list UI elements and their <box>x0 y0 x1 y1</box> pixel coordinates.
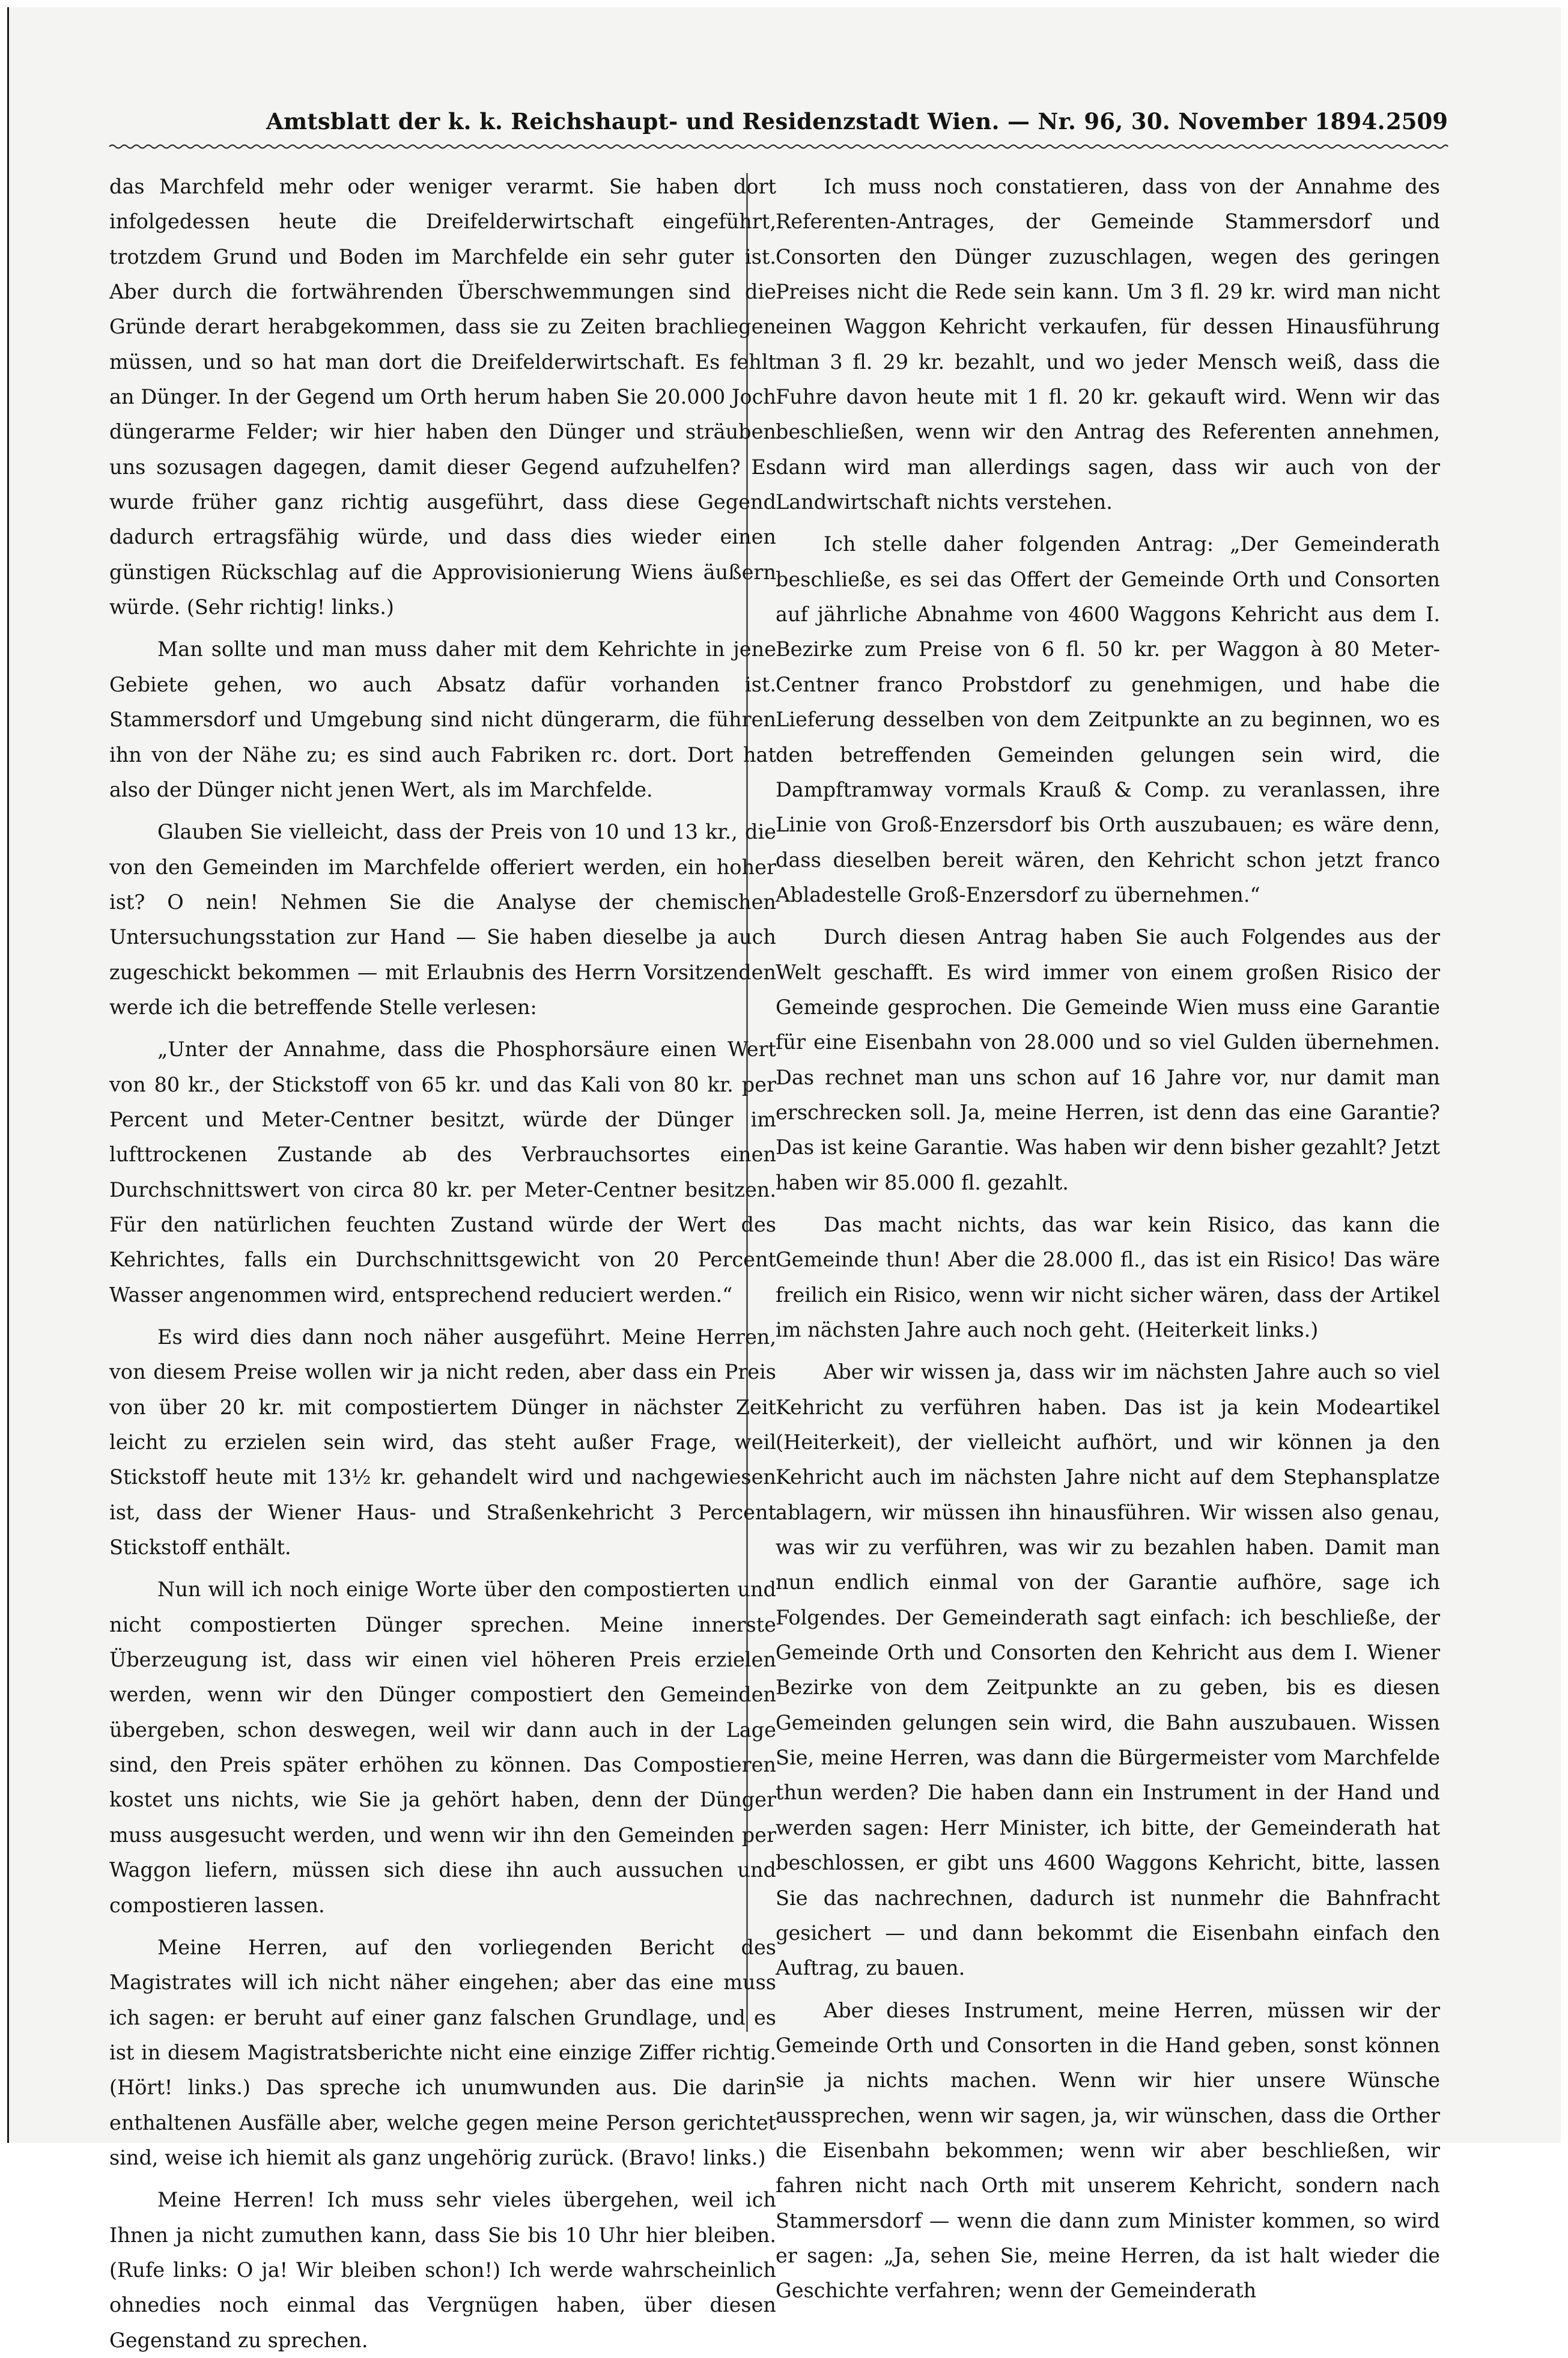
paragraph: Das macht nichts, das war kein Risico, das kann die Gemeinde thun! Aber die 28.000 fl., das ist ein Risico! Das wäre freilich ein Risico, wenn wir nicht sicher wären, dass der Artikel im nächsten Jahre auch noch geht. (Heiterkeit links.) <box>776 1212 1440 1342</box>
quoted-paragraph: „Unter der Annahme, dass die Phosphorsäure einen Wert von 80 kr., der Stickstoff von 65 kr. und das Kali von 80 kr. per Percent und Meter-Centner besitzt, würde der Dünger im lufttrockenen Zustande ab des Verbrauchsortes einen Durchschnittswert von circa 80 kr. per Meter-Centner besitzen. Für den natürlichen feuchten Zustand würde der Wert des Kehrichtes, falls ein Durchschnittsgewicht von 20 Percent Wasser angenommen wird, entsprechend reduciert werden.“ <box>109 1038 776 1307</box>
paragraph: Man sollte und man muss daher mit dem Kehrichte in jene Gebiete gehen, wo auch Absatz dafür vorhanden ist. Stammersdorf und Umgebung sind nicht düngerarm, die führen ihn von der Nähe zu; es sind auch Fabriken rc. dort. Dort hat also der Dünger nicht jenen Wert, als im Marchfelde. <box>109 637 776 801</box>
paragraph: Es wird dies dann noch näher ausgeführt. Meine Herren, von diesem Preise wollen wir ja nicht reden, aber dass ein Preis von über 20 kr. mit compostiertem Dünger in nächster Zeit leicht zu erzielen sein wird, das steht außer Frage, weil Stickstoff heute mit 13½ kr. gehandelt wird und nachgewiesen ist, dass der Wiener Haus- und Straßenkehricht 3 Percent Stickstoff enthält. <box>109 1325 776 1560</box>
paragraph: Aber dieses Instrument, meine Herren, müssen wir der Gemeinde Orth und Consorten in die Hand geben, sonst können sie ja nichts machen. Wenn wir hier unsere Wünsche aussprechen, wenn wir sagen, ja, wir wünschen, dass die Orther die Eisenbahn bekommen; wenn wir aber beschließen, wir fahren nicht nach Orth mit unserem Kehricht, sondern nach Stammersdorf — wenn die dann zum Minister kommen, so wird er sagen: „Ja, sehen Sie, meine Herren, da ist halt wieder die Geschichte verfahren; wenn der Gemeinderath <box>776 1998 1440 2303</box>
paragraph: Ich stelle daher folgenden Antrag: „Der Gemeinderath beschließe, es sei das Offert der Gemeinde Orth und Consorten auf jährliche Abnahme von 4600 Waggons Kehricht aus dem I. Bezirke zum Preise von 6 fl. 50 kr. per Waggon à 80 Meter-Centner franco Probstdorf zu genehmigen, und habe die Lieferung desselben von dem Zeitpunkte an zu beginnen, wo es den betreffenden Gemeinden gelungen sein wird, die Dampftramway vormals Krauß & Comp. zu veranlassen, ihre Linie von Groß-Enzersdorf bis Orth auszubauen; es wäre denn, dass dieselben bereit wären, den Kehricht schon jetzt franco Abladestelle Groß-Enzersdorf zu übernehmen.“ <box>776 532 1440 907</box>
paragraph: Glauben Sie vielleicht, dass der Preis von 10 und 13 kr., die von den Gemeinden im Marchfelde offeriert werden, ein hoher ist? O nein! Nehmen Sie die Analyse der chemischen Untersuchungsstation zur Hand — Sie haben dieselbe ja auch zugeschickt bekommen — mit Erlaubnis des Herrn Vorsitzenden werde ich die betreffende Stelle verlesen: <box>109 820 776 1019</box>
paragraph: Aber wir wissen ja, dass wir im nächsten Jahre auch so viel Kehricht zu verführen haben. Das ist ja kein Modeartikel (Heiterkeit), der vielleicht aufhört, und wir können ja den Kehricht auch im nächsten Jahre nicht auf dem Stephansplatze ablagern, wir müssen ihn hinausführen. Wir wissen also genau, was wir zu verführen, was wir zu bezahlen haben. Damit man nun endlich einmal von der Garantie aufhöre, sage ich Folgendes. Der Gemeinderath sagt einfach: ich beschließe, der Gemeinde Orth und Consorten den Kehricht aus dem I. Wiener Bezirke von dem Zeitpunkte an zu geben, bis es diesen Gemeinden gelungen sein wird, die Bahn auszubauen. Wissen Sie, meine Herren, was dann die Bürgermeister vom Marchfelde thun werden? Die haben dann ein Instrument in der Hand und werden sagen: Herr Minister, ich bitte, der Gemeinderath hat beschlossen, er gibt uns 4600 Waggons Kehricht, bitte, lassen Sie das nachrechnen, dadurch ist nunmehr die Bahnfracht gesichert — und dann bekommt die Eisenbahn einfach den Auftrag, zu bauen. <box>776 1360 1440 1980</box>
paragraph: Ich muss noch constatieren, dass von der Annahme des Referenten-Antrages, der Gemeinde Stammersdorf und Consorten den Dünger zuzuschlagen, wegen des geringen Preises nicht die Rede sein kann. Um 3 fl. 29 kr. wird man nicht einen Waggon Kehricht verkaufen, für dessen Hinausführung man 3 fl. 29 kr. bezahlt, und wo jeder Mensch weiß, dass die Fuhre davon heute mit 1 fl. 20 kr. gekauft wird. Wenn wir das beschließen, wenn wir den Antrag des Referenten annehmen, dann wird man allerdings sagen, dass wir auch von der Landwirtschaft nichts verstehen. <box>776 175 1440 514</box>
paragraph: das Marchfeld mehr oder weniger verarmt. Sie haben dort infolgedessen heute die Dreifelderwirtschaft eingeführt, trotzdem Grund und Boden im Marchfelde ein sehr guter ist. Aber durch die fortwährenden Überschwemmungen sind die Gründe derart herabgekommen, dass sie zu Zeiten brachliegen müssen, und so hat man dort die Dreifelderwirtschaft. Es fehlt an Dünger. In der Gegend um Orth herum haben Sie 20.000 Joch düngerarme Felder; wir hier haben den Dünger und sträuben uns sozusagen dagegen, damit dieser Gegend aufzuhelfen? Es wurde früher ganz richtig ausgeführt, dass diese Gegend dadurch ertragsfähig würde, und dass dies wieder einen günstigen Rückschlag auf die Approvisionierung Wiens äußern würde. (Sehr richtig! links.) <box>109 175 776 619</box>
page-number: 2509 <box>1386 108 1448 135</box>
paragraph: Nun will ich noch einige Worte über den compostierten und nicht compostierten Dünger sprechen. Meine innerste Überzeugung ist, dass wir einen viel höheren Preis erzielen werden, wenn wir den Dünger compostiert den Gemeinden übergeben, schon deswegen, weil wir dann auch in der Lage sind, den Preis später erhöhen zu können. Das Compostieren kostet uns nichts, wie Sie ja gehört haben, denn der Dünger muss ausgesucht werden, und wenn wir ihn den Gemeinden per Waggon liefern, müssen sich diese ihn auch aussuchen und compostieren lassen. <box>109 1578 776 1917</box>
paragraph: Meine Herren! Ich muss sehr vieles übergehen, weil ich Ihnen ja nicht zumuthen kann, dass Sie bis 10 Uhr hier bleiben. (Rufe links: O ja! Wir bleiben schon!) Ich werde wahrscheinlich ohnedies noch einmal das Vergnügen haben, über diesen Gegenstand zu sprechen. <box>109 2188 776 2352</box>
paragraph: Meine Herren, auf den vorliegenden Bericht des Magistrates will ich nicht näher eingehen; aber das eine muss ich sagen: er beruht auf einer ganz falschen Grundlage, und es ist in diesem Magistratsberichte nicht eine einzige Ziffer richtig. (Hört! links.) Das spreche ich unumwunden aus. Die darin enthaltenen Ausfälle aber, welche gegen meine Person gerichtet sind, weise ich hiemit als ganz ungehörig zurück. (Bravo! links.) <box>109 1935 776 2169</box>
header-wavy-rule <box>109 143 1448 150</box>
page-header-title: Amtsblatt der k. k. Reichshaupt- und Residenzstadt Wien. — Nr. 96, 30. November 1894. <box>266 108 1385 135</box>
left-column <box>109 169 776 2352</box>
paragraph: Durch diesen Antrag haben Sie auch Folgendes aus der Welt geschafft. Es wird immer von einem großen Risico der Gemeinde gesprochen. Die Gemeinde Wien muss eine Garantie für eine Eisenbahn von 28.000 und so viel Gulden übernehmen. Das rechnet man uns schon auf 16 Jahre vor, nur damit man erschrecken soll. Ja, meine Herren, ist denn das eine Garantie? Das ist keine Garantie. Was haben wir denn bisher gezahlt? Jetzt haben wir 85.000 fl. gezahlt. <box>776 925 1440 1194</box>
right-column <box>776 169 1440 2303</box>
